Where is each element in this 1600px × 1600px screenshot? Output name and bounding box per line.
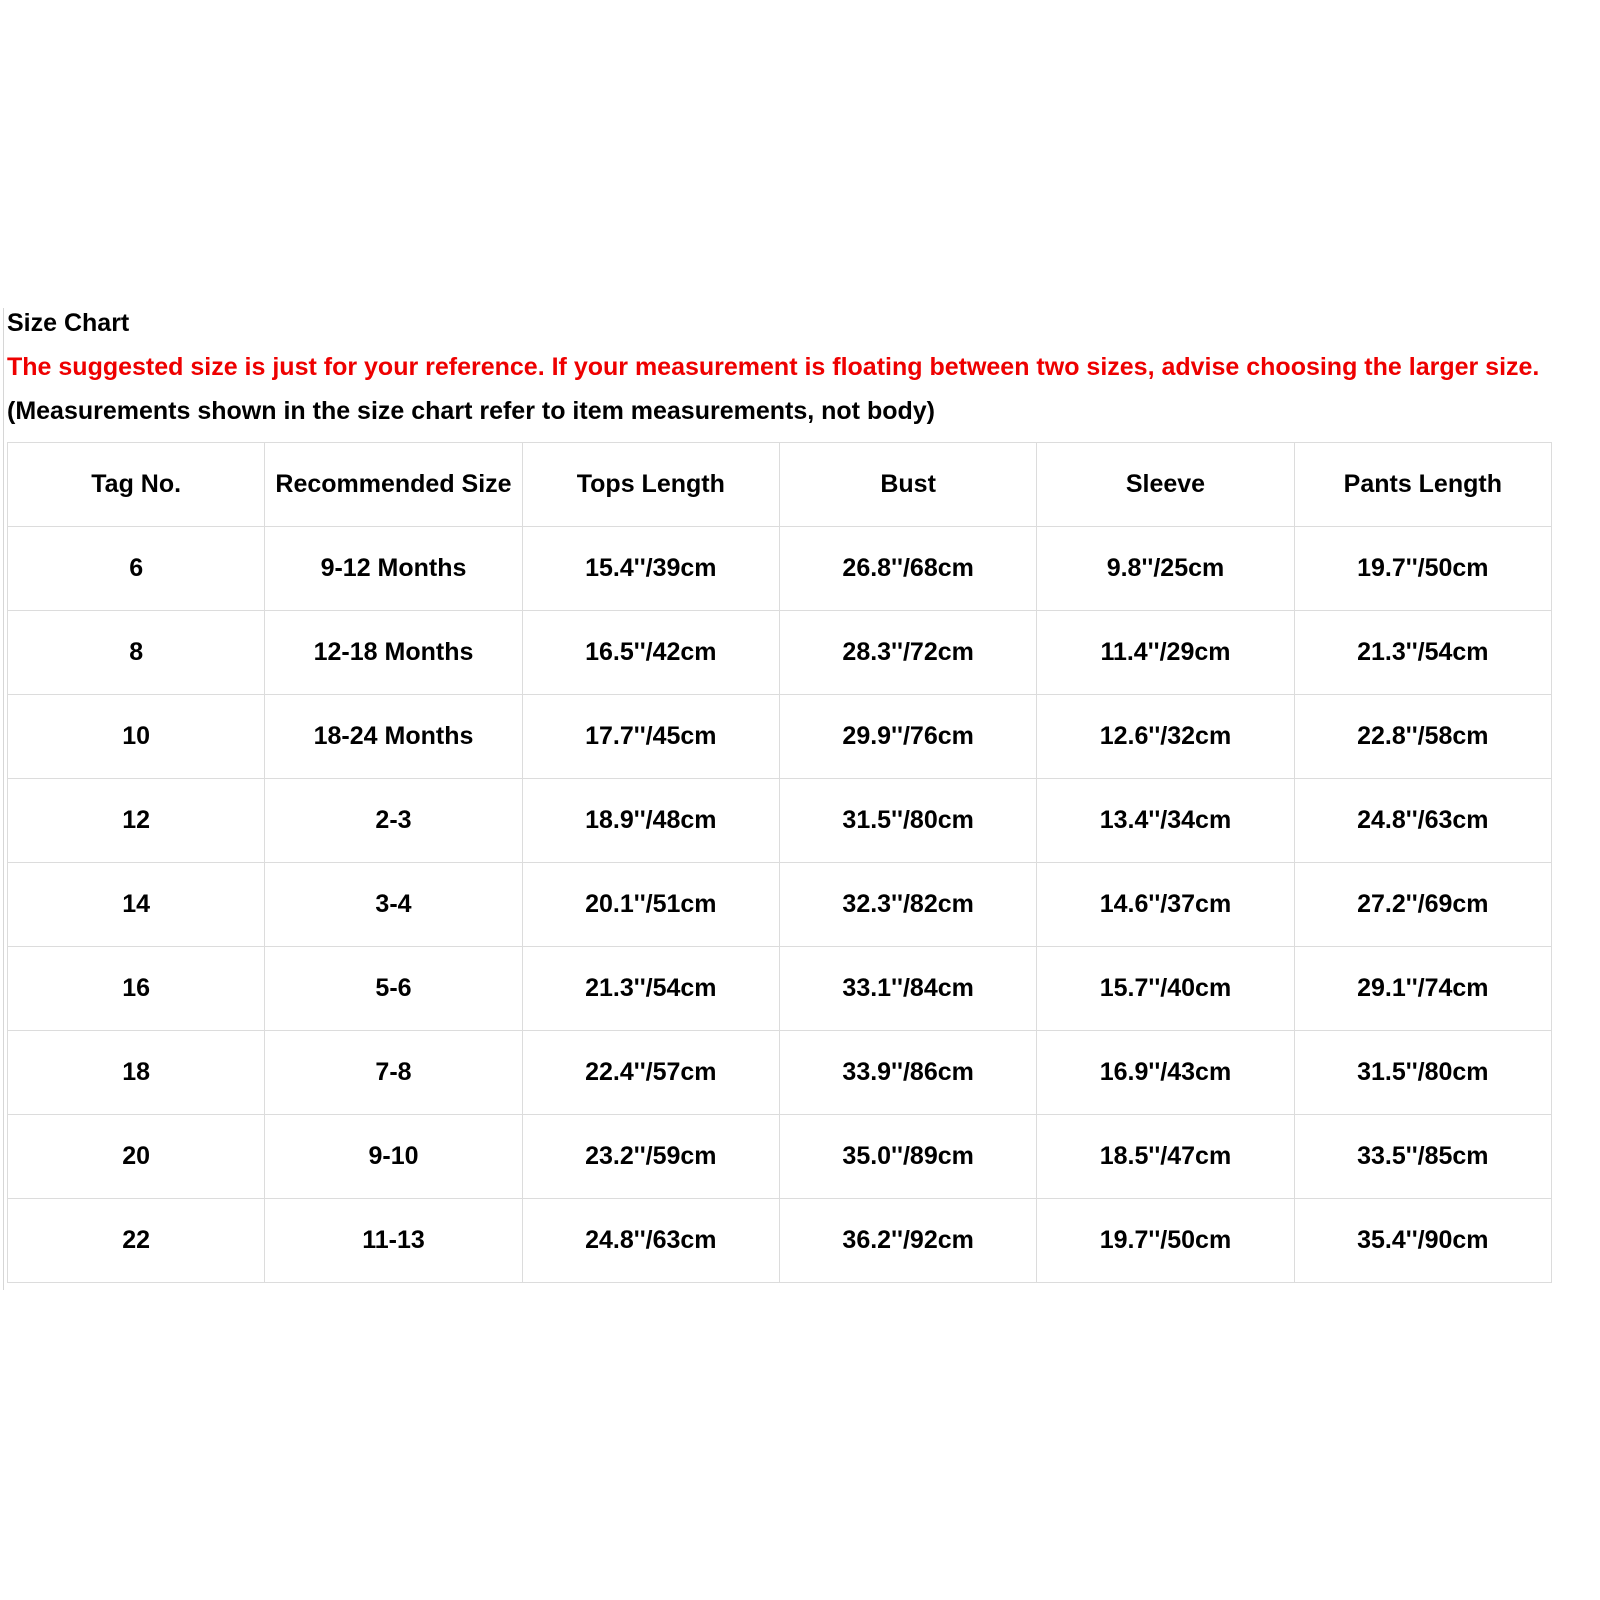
tag-no-cell: 20 xyxy=(8,1115,265,1199)
bust-cell: 31.5''/80cm xyxy=(779,779,1036,863)
sleeve-cell: 13.4''/34cm xyxy=(1037,779,1294,863)
sleeve-cell: 16.9''/43cm xyxy=(1037,1031,1294,1115)
recommended-size-cell: 11-13 xyxy=(265,1199,522,1283)
tag-no-cell: 16 xyxy=(8,947,265,1031)
sleeve-cell: 18.5''/47cm xyxy=(1037,1115,1294,1199)
sleeve-cell: 12.6''/32cm xyxy=(1037,695,1294,779)
recommended-size-cell: 7-8 xyxy=(265,1031,522,1115)
tops-length-cell: 24.8''/63cm xyxy=(522,1199,779,1283)
tops-length-cell: 22.4''/57cm xyxy=(522,1031,779,1115)
pants-length-cell: 22.8''/58cm xyxy=(1294,695,1551,779)
sleeve-cell: 15.7''/40cm xyxy=(1037,947,1294,1031)
table-row xyxy=(8,863,1552,947)
tops-length-cell: 15.4''/39cm xyxy=(522,527,779,611)
tops-length-cell: 20.1''/51cm xyxy=(522,863,779,947)
tag-no-cell: 10 xyxy=(8,695,265,779)
col-bust: Bust xyxy=(779,443,1036,527)
table-header xyxy=(8,443,1552,527)
bust-cell: 33.9''/86cm xyxy=(779,1031,1036,1115)
tag-no-cell: 14 xyxy=(8,863,265,947)
pants-length-cell: 31.5''/80cm xyxy=(1294,1031,1551,1115)
col-tag-no: Tag No. xyxy=(8,443,265,527)
pants-length-cell: 24.8''/63cm xyxy=(1294,779,1551,863)
tag-no-cell: 12 xyxy=(8,779,265,863)
sleeve-cell: 11.4''/29cm xyxy=(1037,611,1294,695)
col-tops-length: Tops Length xyxy=(522,443,779,527)
recommended-size-cell: 18-24 Months xyxy=(265,695,522,779)
page-title: Size Chart xyxy=(7,309,130,337)
recommended-size-cell: 5-6 xyxy=(265,947,522,1031)
table-row xyxy=(8,1115,1552,1199)
sleeve-cell: 19.7''/50cm xyxy=(1037,1199,1294,1283)
bust-cell: 26.8''/68cm xyxy=(779,527,1036,611)
table-row xyxy=(8,947,1552,1031)
tops-length-cell: 17.7''/45cm xyxy=(522,695,779,779)
bust-cell: 28.3''/72cm xyxy=(779,611,1036,695)
table-body xyxy=(8,527,1552,1283)
pants-length-cell: 29.1''/74cm xyxy=(1294,947,1551,1031)
sleeve-cell: 9.8''/25cm xyxy=(1037,527,1294,611)
col-pants-length: Pants Length xyxy=(1294,443,1551,527)
bust-cell: 36.2''/92cm xyxy=(779,1199,1036,1283)
tag-no-cell: 8 xyxy=(8,611,265,695)
size-advice-note: The suggested size is just for your reference. If your measurement is floating between two sizes, advise choosing the larger size. xyxy=(7,353,1540,381)
recommended-size-cell: 9-12 Months xyxy=(265,527,522,611)
left-divider xyxy=(3,308,4,1290)
tag-no-cell: 22 xyxy=(8,1199,265,1283)
tops-length-cell: 18.9''/48cm xyxy=(522,779,779,863)
bust-cell: 33.1''/84cm xyxy=(779,947,1036,1031)
col-sleeve: Sleeve xyxy=(1037,443,1294,527)
tag-no-cell: 6 xyxy=(8,527,265,611)
size-chart-table xyxy=(7,442,1552,1283)
sleeve-cell: 14.6''/37cm xyxy=(1037,863,1294,947)
tops-length-cell: 23.2''/59cm xyxy=(522,1115,779,1199)
table-row xyxy=(8,1199,1552,1283)
recommended-size-cell: 12-18 Months xyxy=(265,611,522,695)
measurement-disclaimer: (Measurements shown in the size chart refer to item measurements, not body) xyxy=(7,397,935,425)
pants-length-cell: 35.4''/90cm xyxy=(1294,1199,1551,1283)
pants-length-cell: 21.3''/54cm xyxy=(1294,611,1551,695)
recommended-size-cell: 3-4 xyxy=(265,863,522,947)
table-row xyxy=(8,1031,1552,1115)
pants-length-cell: 27.2''/69cm xyxy=(1294,863,1551,947)
table-row xyxy=(8,527,1552,611)
pants-length-cell: 19.7''/50cm xyxy=(1294,527,1551,611)
recommended-size-cell: 9-10 xyxy=(265,1115,522,1199)
bust-cell: 29.9''/76cm xyxy=(779,695,1036,779)
table-row xyxy=(8,779,1552,863)
tops-length-cell: 16.5''/42cm xyxy=(522,611,779,695)
tops-length-cell: 21.3''/54cm xyxy=(522,947,779,1031)
table-row xyxy=(8,695,1552,779)
tag-no-cell: 18 xyxy=(8,1031,265,1115)
col-recommended-size: Recommended Size xyxy=(265,443,522,527)
header-row xyxy=(8,443,1552,527)
bust-cell: 32.3''/82cm xyxy=(779,863,1036,947)
bust-cell: 35.0''/89cm xyxy=(779,1115,1036,1199)
pants-length-cell: 33.5''/85cm xyxy=(1294,1115,1551,1199)
recommended-size-cell: 2-3 xyxy=(265,779,522,863)
table-row xyxy=(8,611,1552,695)
